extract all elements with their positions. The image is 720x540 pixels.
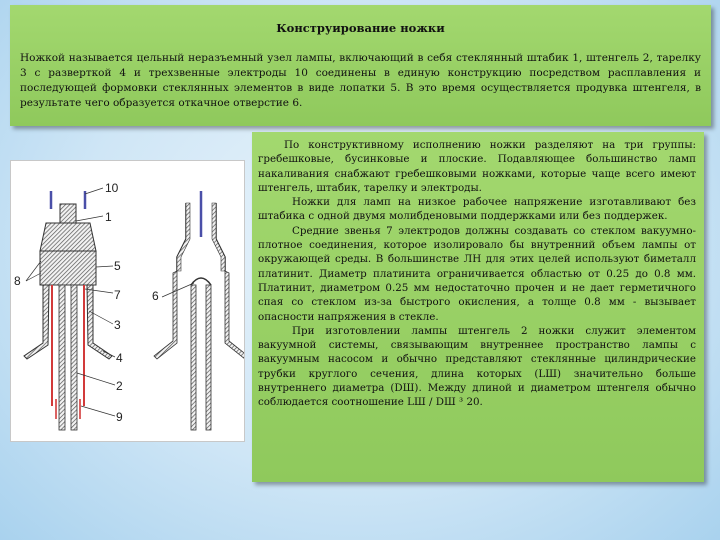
exhaust-opening <box>191 278 211 285</box>
paragraph-low-voltage: Ножки для ламп на низкое рабочее напряжение изготавливают без штабика с одной двумя молибденовыми поддержками или без поддержек. <box>258 196 696 223</box>
side-flare-left <box>154 271 177 359</box>
label-7: 7 <box>114 288 121 302</box>
intro-text: Ножкой называется цельный неразъемный узел лампы, включающий в себя стеклянный штабик 1, штенгель 2, тарелку 3 с разверткой 4 и трехзвенные электроды 10 соединены в единую конструкцию посредством расплавления и последующей формовки стеклянных элементов в виде лопатки 5. В это время осуществляется продувка штенгеля, в результате чего образуется откачное отверстие 6. <box>20 52 701 109</box>
exhaust-tube-right <box>71 285 77 430</box>
pinch-area <box>40 251 96 285</box>
intro-panel <box>10 5 711 126</box>
paragraph-exhaust-tube: При изготовлении лампы штенгель 2 ножки служит элементом вакуумной системы, связывающим внутреннее пространство лампы с вакуумным насосом и обычно представляют стеклянные цилиндрические трубки круглого сечения, длина которых (LШ) значительно больше внутреннего диаметра (DШ). Между длиной и диаметром штенгеля обычно соблюдается соотношение LШ / DШ ³ 20. <box>258 324 696 409</box>
label-10: 10 <box>105 181 119 195</box>
page-title: Конструирование ножки <box>276 21 445 35</box>
stem-diagram-svg <box>11 161 244 441</box>
stem-diagram <box>10 160 245 442</box>
description-panel <box>252 132 704 482</box>
label-9: 9 <box>116 410 123 424</box>
exhaust-tube-left <box>59 285 65 430</box>
label-4: 4 <box>116 351 123 365</box>
flare-right <box>87 285 112 359</box>
stem-side-view <box>152 191 244 430</box>
side-tube-left <box>191 285 196 430</box>
paragraph-electrodes: Средние звенья 7 электродов должны создавать со стеклом вакуумно-плотное соединения, которое изолировало бы внутренний объем лампы от окружающей среды. В большинстве ЛН для этих целей используют биметалл платинит. Диаметр платинита ограничивается областью от 0.25 до 0.8 мм. Платинит, диаметром 0.25 мм недостаточно прочен и не дает герметичного спая со стеклом из-за быстрого окисления, а толще 0.8 мм - вызывает опасности напряжения в стекле. <box>258 224 696 323</box>
paragraph-stem-groups: По конструктивному исполнению ножки разделяют на три группы: гребешковые, бусинковые и плоские. Подавляющее большинство ламп накаливания снабжают гребешковыми ножками, которые чаще всего имеют штенгель, штабик, тарелку и электроды. <box>258 139 696 194</box>
label-8: 8 <box>14 274 21 288</box>
label-2: 2 <box>116 379 123 393</box>
side-tube-right <box>206 285 211 430</box>
stem-cross-section <box>14 181 123 430</box>
pinch-neck <box>40 223 96 251</box>
flare-left <box>24 285 49 359</box>
side-flare-right <box>225 271 244 359</box>
label-5: 5 <box>114 259 121 273</box>
label-1: 1 <box>105 210 112 224</box>
label-6: 6 <box>152 289 159 303</box>
label-3: 3 <box>114 318 121 332</box>
